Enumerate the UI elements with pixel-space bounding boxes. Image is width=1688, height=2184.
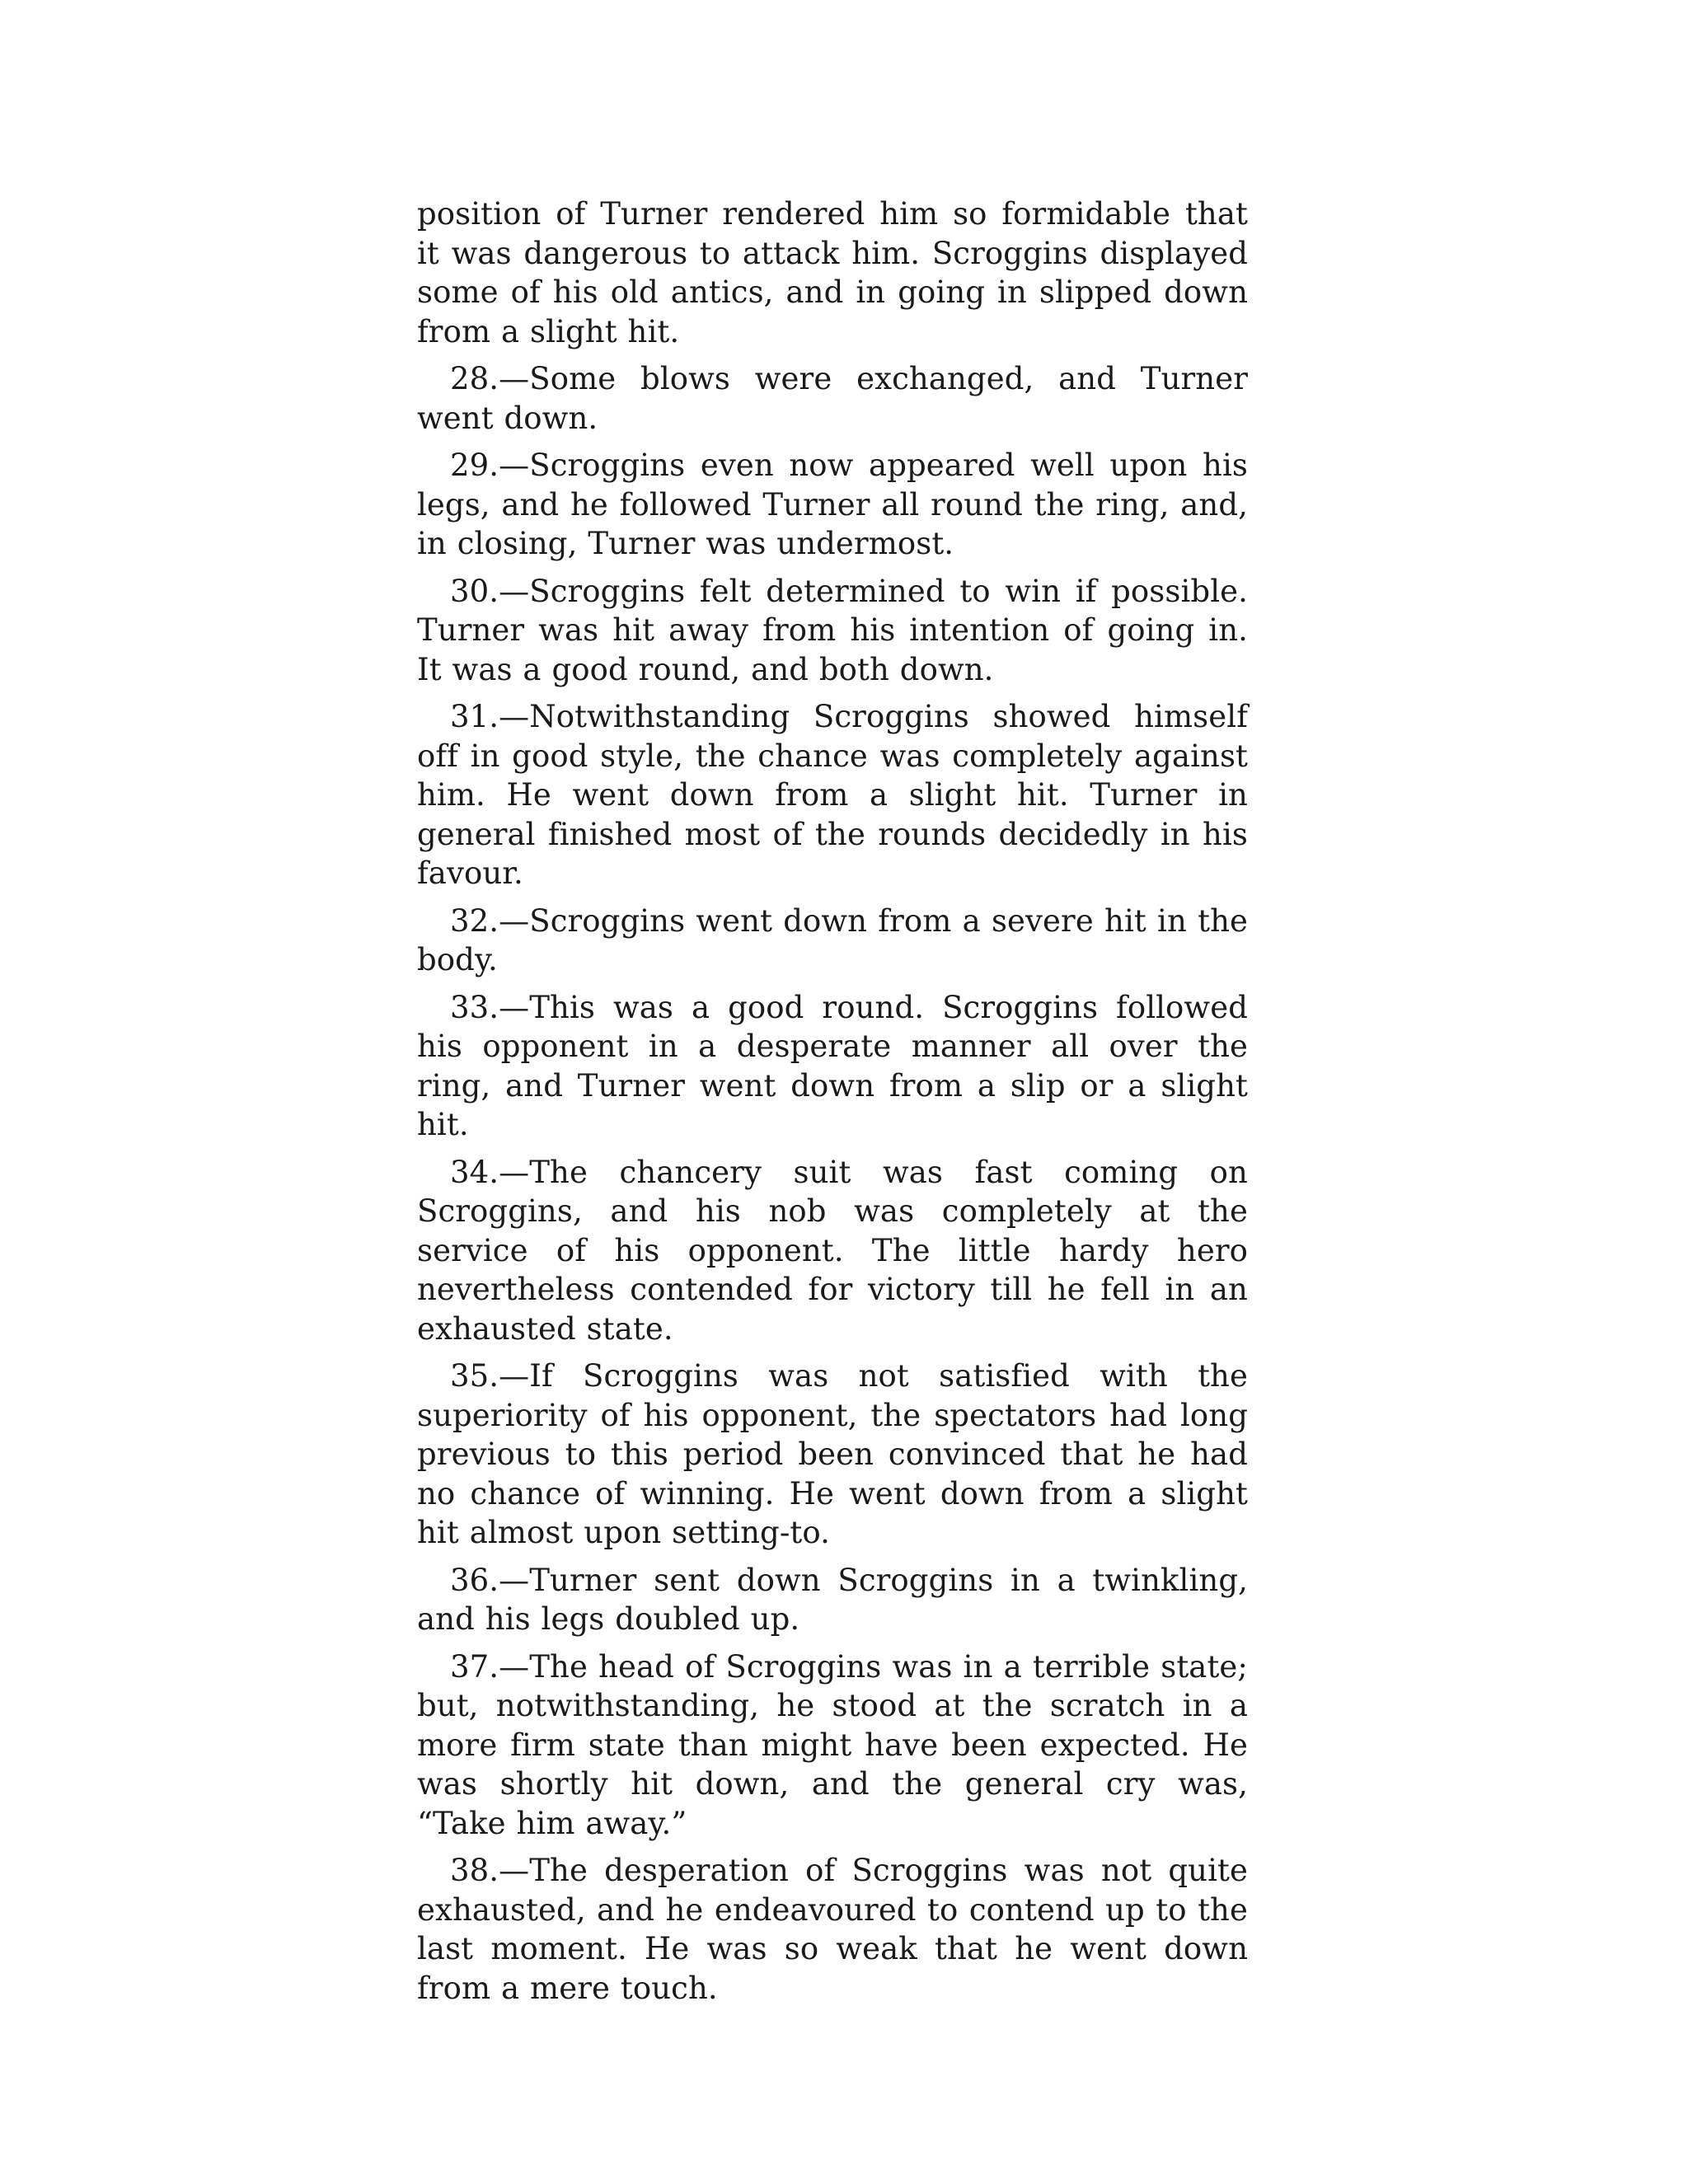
paragraph-round-28: 28.—Some blows were exchanged, and Turner went down. (417, 361, 1248, 436)
paragraph-round-29: 29.—Scroggins even now appeared well upon his legs, and he followed Turner all round the ring, and, in closing, Turner was undermost. (417, 448, 1248, 561)
page-text-column (417, 194, 1248, 2016)
paragraph-round-36: 36.—Turner sent down Scroggins in a twinkling, and his legs doubled up. (417, 1562, 1248, 1637)
paragraph-round-31: 31.—Notwithstanding Scroggins showed himself off in good style, the chance was completely against him. He went down from a slight hit. Turner in general finished most of the rounds decidedly in his favour. (417, 699, 1248, 891)
paragraph-round-32: 32.—Scroggins went down from a severe hit in the body. (417, 902, 1248, 977)
paragraph-round-34: 34.—The chancery suit was fast coming on Scroggins, and his nob was completely at the service of his opponent. The little hardy hero nevertheless contended for victory till he fell in an exhausted state. (417, 1154, 1248, 1347)
paragraph-round-37: 37.—The head of Scroggins was in a terrible state; but, notwithstanding, he stood at the scratch in a more firm state than might have been expected. He was shortly hit down, and the general cry was, “Take him away.” (417, 1648, 1248, 1841)
paragraph-round-38: 38.—The desperation of Scroggins was not quite exhausted, and he endeavoured to contend up to the last moment. He was so weak that he went down from a mere touch. (417, 1853, 1248, 2006)
paragraph-continuation: position of Turner rendered him so formidable that it was dangerous to attack him. Scroggins displayed some of his old antics, and in going in slipped down from a slight hit. (417, 196, 1248, 349)
paragraph-round-35: 35.—If Scroggins was not satisfied with the superiority of his opponent, the spectators had long previous to this period been convinced that he had no chance of winning. He went down from a slight hit almost upon setting-to. (417, 1358, 1248, 1550)
paragraph-round-30: 30.—Scroggins felt determined to win if possible. Turner was hit away from his intention of going in. It was a good round, and both down. (417, 573, 1248, 687)
paragraph-round-33: 33.—This was a good round. Scroggins followed his opponent in a desperate manner all over the ring, and Turner went down from a slip or a slight hit. (417, 989, 1248, 1142)
